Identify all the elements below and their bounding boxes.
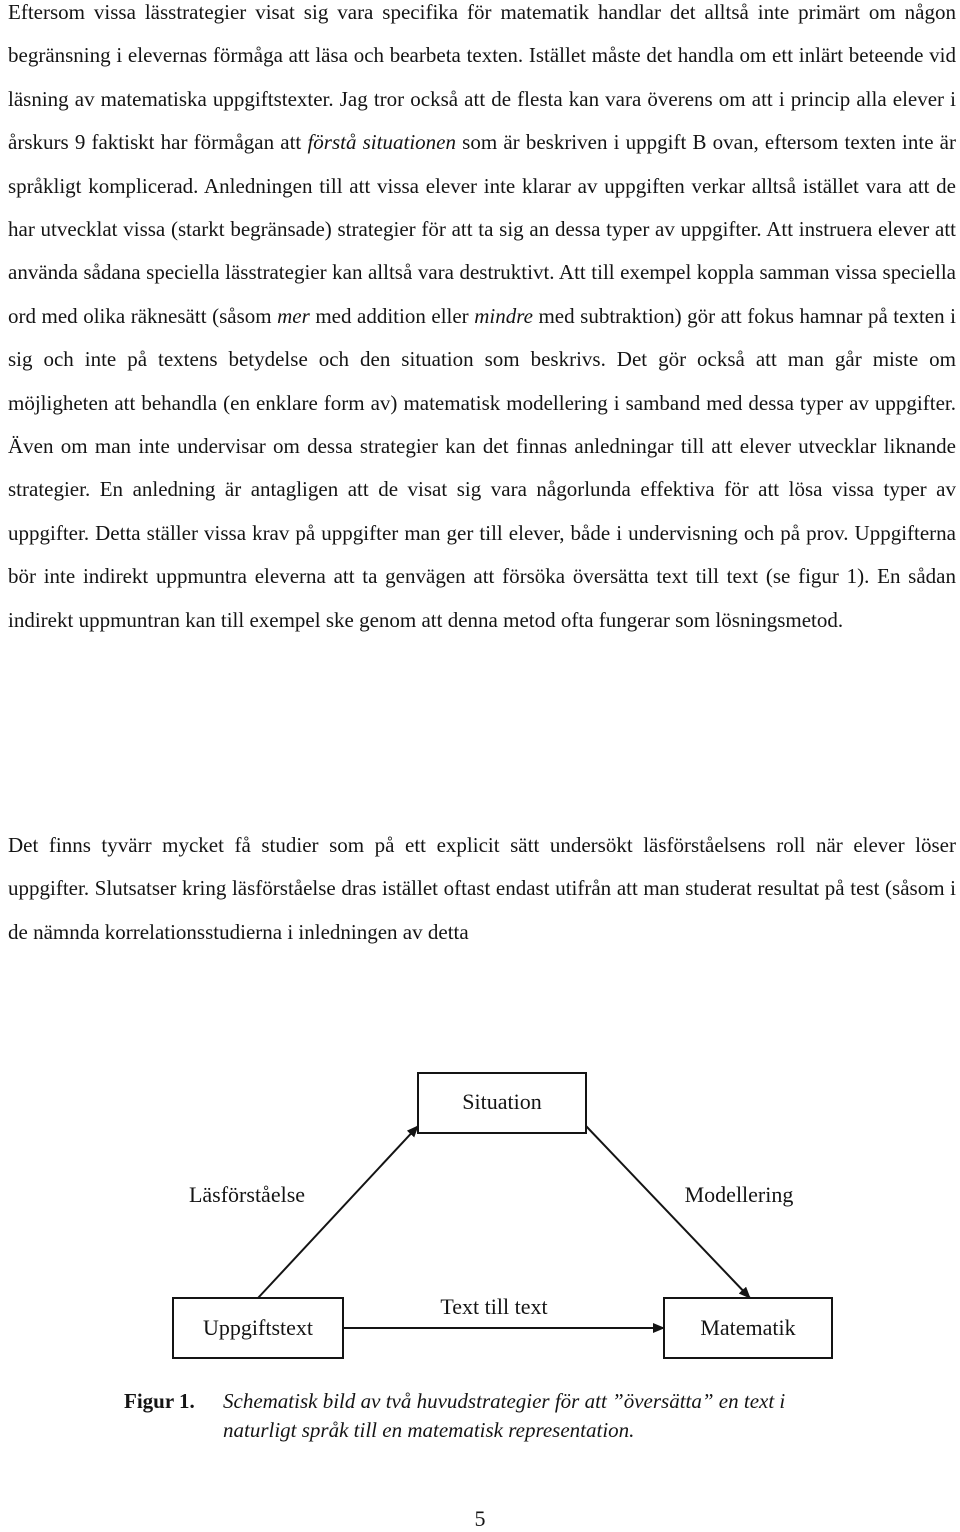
body-paragraph-1 bbox=[8, 0, 956, 642]
caption-label: Figur 1. bbox=[124, 1389, 195, 1413]
text-run: med subtraktion) gör att fokus hamnar på texten i sig och inte på textens betydelse och den situation som beskrivs. Det gör också att man går miste om möjligheten att behandla (en enklare form av) matematisk modellering i samband med dessa typer av uppgifter. Även om man inte undervisar om dessa strategier kan det finnas anledningar till att elever utvecklar liknande strategier. En anledning är antagligen att de visat sig vara någorlunda effektiva för att lösa vissa typer av uppgifter. Detta ställer vissa krav på uppgifter man ger till elever, både i undervisning och på prov. Uppgifterna bör inte indirekt uppmuntra eleverna att ta genvägen att försöka översätta text till text (se figur 1). En sådan indirekt uppmuntran kan till exempel ske genom att denna metod ofta fungerar som lösningsmetod. bbox=[8, 303, 956, 632]
emphasis-mer: mer bbox=[277, 303, 310, 328]
node-matematik-label: Matematik bbox=[700, 1315, 796, 1340]
emphasis-forsta-situationen: förstå situationen bbox=[307, 130, 456, 155]
text-run: som är beskriven i uppgift B ovan, eftersom texten inte är språkligt komplicerad. Anledningen till att vissa elever inte klarar av uppgiften verkar alltså istället vara att de har utvecklat vissa (starkt begränsade) strategier för att ta sig an dessa typer av uppgifter. Att instruera elever att använda sådana speciella lässtrategier kan alltså vara destruktivt. Att till exempel koppla samman vissa speciella ord med olika räknesätt (såsom bbox=[8, 130, 956, 328]
body-paragraph-2: Det finns tyvärr mycket få studier som på ett explicit sätt undersökt läsförståelsens roll när elever löser uppgifter. Slutsatser kring läsförståelse dras istället oftast endast utifrån att man studerat resultat på test (såsom i de nämnda korrelationsstudierna i inledningen av detta bbox=[8, 833, 956, 944]
caption-text: Schematisk bild av två huvudstrategier för att ”översätta” en text i naturligt språk till en matematisk representation. bbox=[223, 1389, 786, 1442]
arrow-lasforstaelse bbox=[258, 1126, 418, 1298]
text-run: Eftersom vissa lässtrategier visat sig vara specifika för matematik handlar det alltså inte primärt om någon begränsning i elevernas förmåga att läsa och bearbeta texten. Istället måste det handla om ett inlärt beteende vid läsning av matematiska uppgiftstexter. Jag tror också att de flesta kan vara överens om att i princip alla elever i årskurs 9 faktiskt har förmågan att bbox=[8, 0, 956, 155]
emphasis-mindre: mindre bbox=[474, 303, 533, 328]
edge-lasforstaelse-label: Läsförståelse bbox=[188, 1182, 306, 1207]
text-run: med addition eller bbox=[309, 303, 475, 328]
node-situation-label: Situation bbox=[462, 1089, 542, 1114]
edge-text-till-text-label: Text till text bbox=[440, 1294, 548, 1319]
edge-modellering-label: Modellering bbox=[684, 1182, 794, 1207]
arrow-modellering bbox=[586, 1126, 750, 1298]
page-number: 5 bbox=[474, 1506, 486, 1531]
node-uppgiftstext-label: Uppgiftstext bbox=[203, 1315, 313, 1340]
